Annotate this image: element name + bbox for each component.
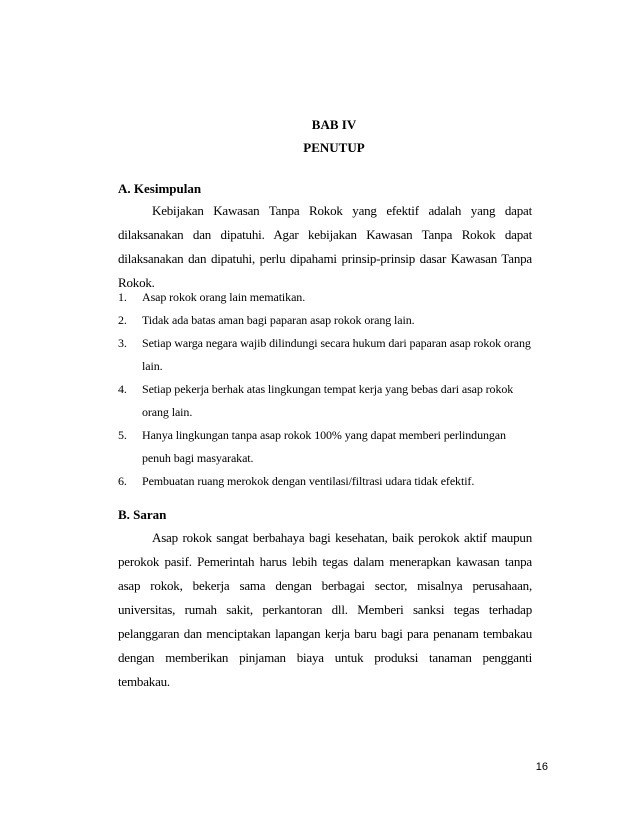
list-item-text: Asap rokok orang lain mematikan. (142, 290, 306, 304)
list-item (118, 309, 532, 332)
page-number: 16 (535, 761, 548, 773)
list-item-number: 4. (118, 382, 127, 396)
list-item (118, 424, 532, 470)
section-heading-kesimpulan: A. Kesimpulan (118, 181, 202, 196)
list-item-number: 1. (118, 290, 127, 304)
kesimpulan-paragraph: Kebijakan Kawasan Tanpa Rokok yang efektif adalah yang dapat dilaksanakan dan dipatuhi. Agar kebijakan Kawasan Tanpa Rokok dapat dilaksanakan dan dipatuhi, perlu dipahami prinsip-prinsip dasar Kawasan Tanpa Rokok. (118, 203, 532, 290)
list-item-text: Setiap warga negara wajib dilindungi secara hukum dari paparan asap rokok orang lain. (142, 336, 531, 373)
list-item (118, 470, 532, 493)
list-item-text: Tidak ada batas aman bagi paparan asap rokok orang lain. (142, 313, 415, 327)
list-item-number: 5. (118, 428, 127, 442)
list-item (118, 286, 532, 309)
list-item-text: Setiap pekerja berhak atas lingkungan tempat kerja yang bebas dari asap rokok orang lain. (142, 382, 514, 419)
kesimpulan-list (118, 286, 532, 493)
saran-paragraph: Asap rokok sangat berbahaya bagi kesehatan, baik perokok aktif maupun perokok pasif. Pemerintah harus lebih tegas dalam menerapkan kawasan tanpa asap rokok, bekerja sama dengan berbagai sector, misalnya perusahaan, universitas, rumah sakit, perkantoran dll. Memberi sanksi tegas terhadap pelanggaran dan menciptakan lapangan kerja baru bagi para penanam tembakau dengan memberikan pinjaman biaya untuk produksi tanaman pengganti tembakau. (118, 530, 532, 689)
list-item-number: 6. (118, 474, 127, 488)
list-item (118, 332, 532, 378)
chapter-number: BAB IV (311, 117, 357, 132)
list-item-text: Hanya lingkungan tanpa asap rokok 100% yang dapat memberi perlindungan penuh bagi masyarakat. (142, 428, 506, 465)
section-heading-saran: B. Saran (118, 507, 167, 522)
list-item-text: Pembuatan ruang merokok dengan ventilasi/filtrasi udara tidak efektif. (142, 474, 475, 488)
list-item-number: 3. (118, 336, 127, 350)
list-item-number: 2. (118, 313, 127, 327)
chapter-title: PENUTUP (303, 140, 365, 155)
list-item (118, 378, 532, 424)
